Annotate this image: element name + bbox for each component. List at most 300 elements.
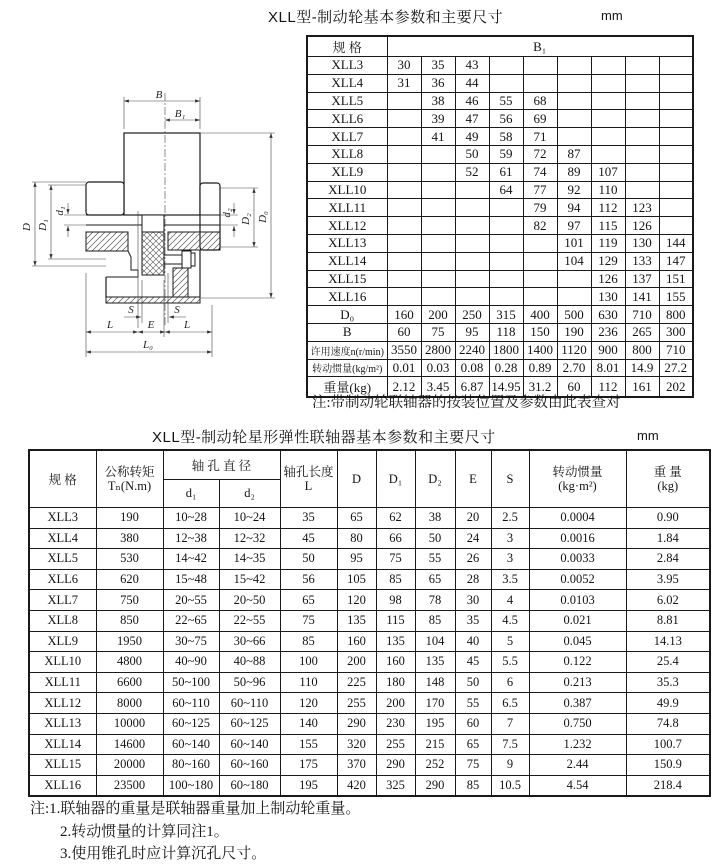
cell: 49.9 [626, 693, 710, 714]
cell: 50 [455, 145, 489, 163]
cell: 27.2 [659, 359, 693, 377]
cell: 94 [557, 199, 591, 217]
cell: 50 [280, 549, 337, 570]
cell: 1.232 [529, 734, 626, 755]
cell [659, 163, 693, 181]
table-row [307, 199, 693, 217]
dim-label-D2: D₂ [240, 213, 252, 225]
cell: 55 [455, 693, 491, 714]
cell: 155 [280, 734, 337, 755]
cell: 135 [337, 610, 376, 631]
cell: 85 [455, 775, 491, 796]
cell: 50~100 [163, 672, 219, 693]
cell: 20 [455, 508, 491, 529]
cell: 0.90 [626, 508, 710, 529]
row-label: XLL16 [307, 288, 387, 306]
cell [455, 234, 489, 252]
cell [591, 110, 625, 128]
cell: 0.021 [529, 610, 626, 631]
table-row [307, 306, 693, 324]
table-row [29, 549, 710, 570]
cell: 135 [415, 652, 455, 673]
cell: 31 [387, 74, 421, 92]
dim-label-L-right: L [183, 319, 191, 331]
cell: 71 [523, 128, 557, 146]
cell: 8.81 [626, 610, 710, 631]
table-row [29, 590, 710, 611]
row-label: B [307, 323, 387, 341]
cell: 78 [415, 590, 455, 611]
cell: 55 [489, 92, 523, 110]
cell: 66 [376, 528, 415, 549]
dim-label-S-left: S [128, 304, 134, 316]
cell [387, 92, 421, 110]
cell: 35 [455, 610, 491, 631]
cell [455, 270, 489, 288]
cell [557, 74, 591, 92]
footnote-1: 注:1.联轴器的重量是联轴器重量加上制动轮重量。 [30, 801, 361, 817]
wheel-rim-section [106, 297, 200, 303]
table-row [307, 323, 693, 341]
cell [523, 288, 557, 306]
row-label: XLL9 [307, 163, 387, 181]
cell: 202 [659, 377, 693, 398]
cell: 1.84 [626, 528, 710, 549]
cell: 20~50 [219, 590, 280, 611]
cell: 225 [337, 672, 376, 693]
cell: 0.03 [421, 359, 455, 377]
cell: 400 [523, 306, 557, 324]
row-label: XLL5 [29, 549, 96, 570]
cell: 20000 [96, 755, 163, 776]
row-label: XLL10 [29, 652, 96, 673]
cell: 1400 [523, 341, 557, 359]
cell: 22~65 [163, 610, 219, 631]
cell: 68 [523, 92, 557, 110]
cell [489, 288, 523, 306]
cell: 62 [376, 508, 415, 529]
table-row [29, 672, 710, 693]
cell: 110 [591, 181, 625, 199]
table-row [307, 341, 693, 359]
cell: 2800 [421, 341, 455, 359]
cell: 112 [591, 377, 625, 398]
cell: 38 [415, 508, 455, 529]
cell: 3 [491, 549, 529, 570]
cell: 0.0016 [529, 528, 626, 549]
cell: 2.12 [387, 377, 421, 398]
cell: 12~32 [219, 528, 280, 549]
cell [489, 270, 523, 288]
cell: 630 [591, 306, 625, 324]
table-row [307, 359, 693, 377]
cell: 123 [625, 199, 659, 217]
cell [489, 57, 523, 75]
dim-label-B: B [155, 89, 163, 101]
table-row [307, 288, 693, 306]
footnotes [30, 798, 360, 866]
cell: 0.0033 [529, 549, 626, 570]
cell [421, 199, 455, 217]
cell: 14.13 [626, 631, 710, 652]
cell: 2.5 [491, 508, 529, 529]
cell: 10~28 [163, 508, 219, 529]
row-label: XLL4 [29, 528, 96, 549]
cell: 46 [455, 92, 489, 110]
cell: 14.9 [625, 359, 659, 377]
cell: 170 [415, 693, 455, 714]
cell: 60 [557, 377, 591, 398]
cell: 77 [523, 181, 557, 199]
cell: 40~90 [163, 652, 219, 673]
cell [523, 57, 557, 75]
cell: 60~160 [219, 755, 280, 776]
col-header-d2: d₂ [219, 479, 280, 508]
cell [523, 234, 557, 252]
cell [659, 145, 693, 163]
cell: 69 [523, 110, 557, 128]
row-label: XLL6 [307, 110, 387, 128]
table-row [307, 128, 693, 146]
cell: 55 [415, 549, 455, 570]
footnote-3: 3.使用锥孔时应计算沉孔尺寸。 [60, 846, 267, 862]
cell: 35 [421, 57, 455, 75]
cell [421, 145, 455, 163]
cell: 89 [557, 163, 591, 181]
cell: 35 [280, 508, 337, 529]
cell [659, 128, 693, 146]
cell: 65 [455, 734, 491, 755]
cell: 92 [557, 181, 591, 199]
row-label: XLL4 [307, 74, 387, 92]
cell: 65 [337, 508, 376, 529]
cell: 2.70 [557, 359, 591, 377]
col-header-D1: D₁ [376, 450, 415, 508]
left-half-coupling-flange [86, 182, 124, 215]
table2-unit: mm [637, 428, 659, 443]
cell: 850 [96, 610, 163, 631]
cell: 265 [625, 323, 659, 341]
table-row [307, 92, 693, 110]
cell: 255 [376, 734, 415, 755]
cell: 5.5 [491, 652, 529, 673]
cell: 195 [280, 775, 337, 796]
cell: 58 [489, 128, 523, 146]
brake-wheel-drum [124, 133, 200, 215]
cell: 175 [280, 755, 337, 776]
cell: 380 [96, 528, 163, 549]
cell: 160 [387, 306, 421, 324]
cell: 118 [489, 323, 523, 341]
cell: 0.28 [489, 359, 523, 377]
cell [455, 181, 489, 199]
cell: 250 [455, 306, 489, 324]
cell: 7 [491, 713, 529, 734]
cell: 82 [523, 217, 557, 235]
cell: 110 [280, 672, 337, 693]
cell [489, 217, 523, 235]
cell: 141 [625, 288, 659, 306]
cell: 39 [421, 110, 455, 128]
cell: 137 [625, 270, 659, 288]
row-label: XLL11 [307, 199, 387, 217]
cell: 126 [591, 270, 625, 288]
cell: 215 [415, 734, 455, 755]
cell: 4800 [96, 652, 163, 673]
col-header-E: E [455, 450, 491, 508]
cell: 0.01 [387, 359, 421, 377]
table-row [29, 528, 710, 549]
cell [659, 57, 693, 75]
cell: 14~35 [219, 549, 280, 570]
table-row [29, 610, 710, 631]
row-label: XLL10 [307, 181, 387, 199]
cell [387, 163, 421, 181]
table1-body [307, 57, 693, 398]
cell: 3.95 [626, 569, 710, 590]
table-row [29, 652, 710, 673]
cell: 6.02 [626, 590, 710, 611]
cell: 65 [415, 569, 455, 590]
cell: 750 [96, 590, 163, 611]
dim-label-L-left: L [106, 319, 114, 331]
cell: 64 [489, 181, 523, 199]
cell: 0.122 [529, 652, 626, 673]
cell [387, 234, 421, 252]
table-row [29, 734, 710, 755]
cell [659, 181, 693, 199]
cell: 65 [280, 590, 337, 611]
col-header-bore-diameter: 轴 孔 直 径 [163, 450, 280, 479]
cell: 3 [491, 528, 529, 549]
star-element-section [142, 232, 164, 275]
row-label: XLL14 [29, 734, 96, 755]
cell: 10000 [96, 713, 163, 734]
table-row [307, 74, 693, 92]
cell: 800 [625, 341, 659, 359]
cell [557, 288, 591, 306]
cell: 74 [523, 163, 557, 181]
cell: 75 [421, 323, 455, 341]
cell: 43 [455, 57, 489, 75]
bolt-washer [191, 253, 195, 266]
part-outlines [86, 133, 220, 303]
cell: 7.5 [491, 734, 529, 755]
cell [591, 92, 625, 110]
left-hub-step [128, 251, 138, 270]
cell [591, 145, 625, 163]
cell: 52 [455, 163, 489, 181]
cell: 60~110 [219, 693, 280, 714]
cell: 30 [455, 590, 491, 611]
cell: 100~180 [163, 775, 219, 796]
table-row [29, 755, 710, 776]
cell: 8.01 [591, 359, 625, 377]
col-header-spec: 规 格 [307, 36, 387, 57]
bolt-shaft [164, 255, 182, 264]
cell [591, 57, 625, 75]
cell: 26 [455, 549, 491, 570]
cell: 255 [337, 693, 376, 714]
col-header-spec: 规 格 [29, 450, 96, 508]
cell: 1120 [557, 341, 591, 359]
cell [421, 234, 455, 252]
row-label: XLL7 [307, 128, 387, 146]
cell: 1950 [96, 631, 163, 652]
cell: 148 [415, 672, 455, 693]
table-row [29, 508, 710, 529]
cell: 115 [591, 217, 625, 235]
cell: 24 [455, 528, 491, 549]
cell [523, 270, 557, 288]
cell [625, 110, 659, 128]
cell: 4.5 [491, 610, 529, 631]
cell: 6600 [96, 672, 163, 693]
cell: 115 [376, 610, 415, 631]
col-header-b1: B₁ [387, 36, 693, 57]
cell: 104 [557, 252, 591, 270]
table-row [307, 270, 693, 288]
row-label: XLL6 [29, 569, 96, 590]
table2-body [29, 508, 710, 797]
cell [523, 252, 557, 270]
cell: 40 [455, 631, 491, 652]
cell: 320 [337, 734, 376, 755]
cell [625, 92, 659, 110]
table-row [307, 57, 693, 75]
cell [591, 128, 625, 146]
cell: 85 [280, 631, 337, 652]
cell: 60~125 [163, 713, 219, 734]
cell [489, 199, 523, 217]
cell [489, 252, 523, 270]
cell [489, 74, 523, 92]
dim-label-S-right: S [174, 304, 180, 316]
dim-label-E: E [147, 319, 155, 331]
cell: 60~125 [219, 713, 280, 734]
cell: 0.045 [529, 631, 626, 652]
cell: 420 [337, 775, 376, 796]
dim-label-D1: D₁ [37, 219, 49, 231]
cell: 30 [387, 57, 421, 75]
cell [625, 74, 659, 92]
cell: 3.45 [421, 377, 455, 398]
cell [387, 199, 421, 217]
cell: 41 [421, 128, 455, 146]
cell: 290 [376, 755, 415, 776]
cell [557, 92, 591, 110]
cell [557, 128, 591, 146]
table-row [307, 181, 693, 199]
table-row [29, 631, 710, 652]
cell: 60~180 [219, 775, 280, 796]
cell: 160 [337, 631, 376, 652]
cell: 3550 [387, 341, 421, 359]
cell: 1800 [489, 341, 523, 359]
cell: 0.0103 [529, 590, 626, 611]
cell [421, 163, 455, 181]
table2-title: XLL型-制动轮星形弹性联轴器基本参数和主要尺寸 [152, 429, 496, 446]
cell: 530 [96, 549, 163, 570]
cell: 800 [659, 306, 693, 324]
row-label: XLL13 [307, 234, 387, 252]
cell: 200 [421, 306, 455, 324]
cell [387, 270, 421, 288]
cell: 15~42 [219, 569, 280, 590]
cell: 112 [591, 199, 625, 217]
cell: 75 [376, 549, 415, 570]
dim-label-D0: D₀ [257, 211, 269, 223]
cell [625, 163, 659, 181]
cell: 135 [376, 631, 415, 652]
cell: 75 [455, 755, 491, 776]
cell: 133 [625, 252, 659, 270]
table-header-row [307, 36, 693, 57]
dim-label-L0: L₀ [143, 339, 153, 351]
cell: 12~38 [163, 528, 219, 549]
cell: 59 [489, 145, 523, 163]
cell: 50 [455, 672, 491, 693]
cell: 236 [591, 323, 625, 341]
col-header-torque: 公称转矩 Tₙ(N.m) [96, 450, 163, 508]
row-label: XLL3 [307, 57, 387, 75]
cell: 2.44 [529, 755, 626, 776]
cell: 31.2 [523, 377, 557, 398]
cell [625, 128, 659, 146]
cell [557, 110, 591, 128]
cell: 36 [421, 74, 455, 92]
cell: 4 [491, 590, 529, 611]
left-hub-section [86, 232, 128, 251]
cell [421, 288, 455, 306]
cell: 0.0052 [529, 569, 626, 590]
cell: 180 [376, 672, 415, 693]
cell: 195 [415, 713, 455, 734]
cell: 100.7 [626, 734, 710, 755]
right-hub-section [168, 232, 220, 250]
cell: 130 [591, 288, 625, 306]
row-label: XLL15 [307, 270, 387, 288]
cell: 10~24 [219, 508, 280, 529]
cell: 3.5 [491, 569, 529, 590]
cell: 87 [557, 145, 591, 163]
cell: 20~55 [163, 590, 219, 611]
table-row [307, 234, 693, 252]
cell: 200 [337, 652, 376, 673]
cell: 130 [625, 234, 659, 252]
cell: 218.4 [626, 775, 710, 796]
cell: 40~88 [219, 652, 280, 673]
cell: 8000 [96, 693, 163, 714]
table1-unit: mm [601, 8, 623, 23]
cell [625, 57, 659, 75]
cell [455, 199, 489, 217]
cell: 105 [337, 569, 376, 590]
cell: 100 [280, 652, 337, 673]
cell [523, 74, 557, 92]
cell: 710 [625, 306, 659, 324]
table1-note: 注:带制动轮联轴器的按装位置及参数由此表查对 [312, 395, 621, 411]
cell: 49 [455, 128, 489, 146]
cell: 80 [337, 528, 376, 549]
col-header-D: D [337, 450, 376, 508]
row-label: XLL12 [29, 693, 96, 714]
table-row [307, 252, 693, 270]
coupling-section-drawing [18, 85, 310, 385]
cell: 35.3 [626, 672, 710, 693]
cell: 129 [591, 252, 625, 270]
cell [387, 128, 421, 146]
